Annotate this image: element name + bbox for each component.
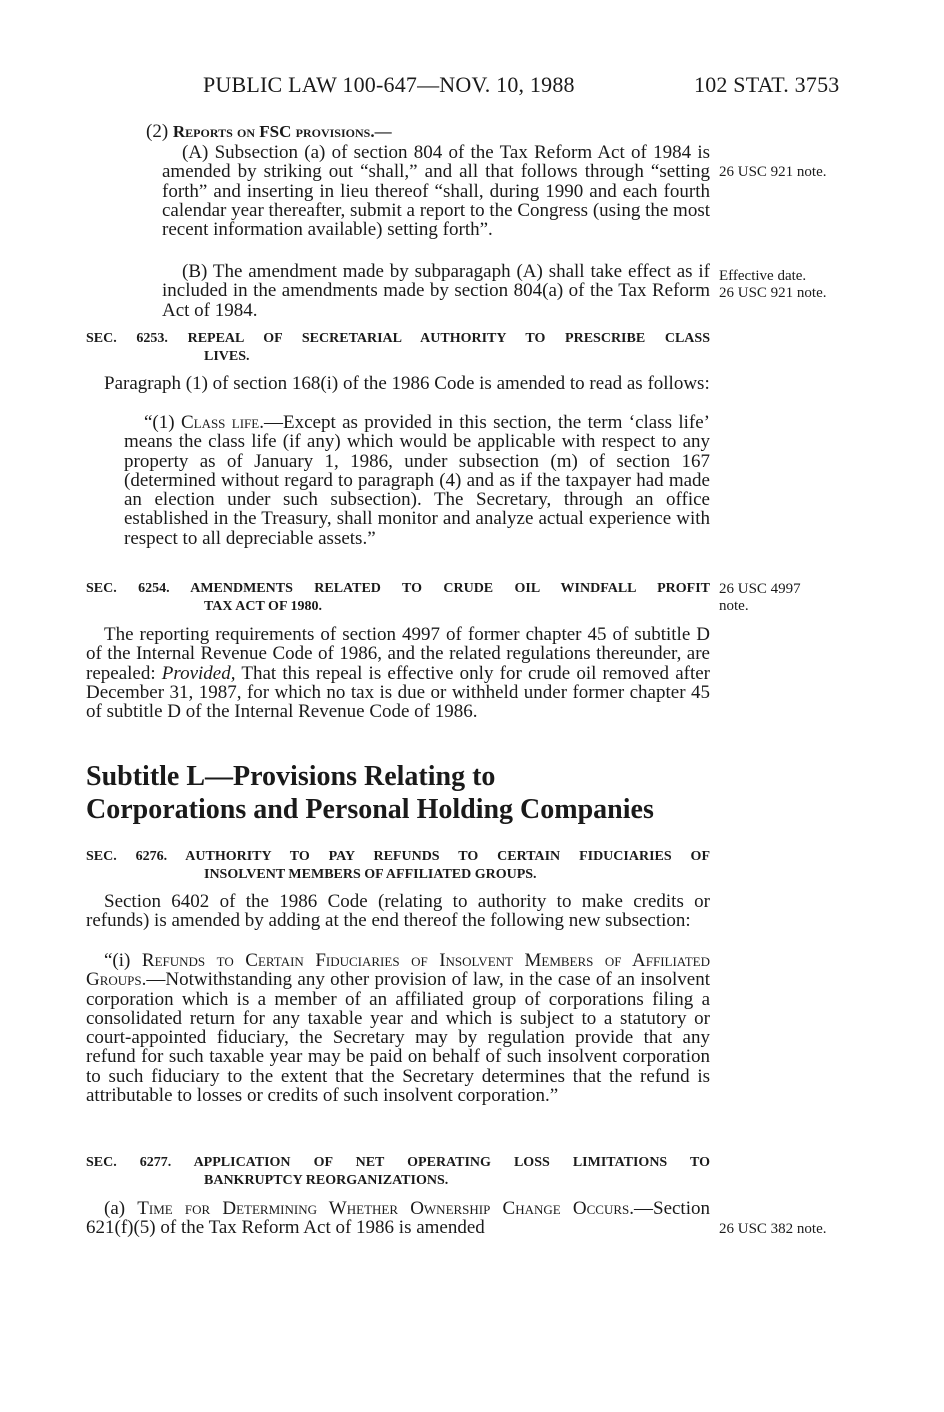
paragraph-2-heading: [146, 122, 710, 141]
subtitle-heading-line1: Subtitle L—Provisions Relating to: [86, 761, 496, 792]
paragraph-heading: Reports on FSC provisions.—: [172, 122, 392, 141]
section-heading-line2: INSOLVENT MEMBERS OF AFFILIATED GROUPS.: [204, 867, 537, 882]
section-6276-intro: Section 6402 of the 1986 Code (relating to authority to make credits or refunds) is amended by adding at the end thereof the following new subsection:: [86, 891, 710, 932]
paragraph-number: (2): [146, 121, 169, 142]
section-6276-quoted-text: [86, 951, 710, 1105]
margin-note-usc: 26 USC 921 note.: [719, 285, 827, 301]
section-heading-line1: SEC. 6254. AMENDMENTS RELATED TO CRUDE OIL WINDFALL PROFIT: [86, 581, 710, 596]
section-heading-6276: [86, 848, 710, 884]
section-heading-line2: BANKRUPTCY REORGANIZATIONS.: [204, 1173, 449, 1188]
subparagraph-b: (B) The amendment made by subparagaph (A) shall take effect as if included in the amendments made by section 804(a) of the Tax Reform Act of 1984.: [162, 261, 710, 321]
section-heading-line1: SEC. 6277. APPLICATION OF NET OPERATING LOSS LIMITATIONS TO: [86, 1155, 710, 1170]
section-heading-line2: LIVES.: [204, 349, 250, 364]
subsection-body: —Section 621(f)(5) of the Tax Reform Act of 1986 is amended: [86, 1198, 710, 1239]
section-6254-body: [86, 625, 710, 721]
margin-note-usc: 26 USC 921 note.: [719, 164, 827, 180]
quote-body: —Except as provided in this section, the term ‘class life’ means the class life (if any) which would be applicable with respect to any property as of January 1, 1986, under subsection (m) of section 167 (determined without regard to paragraph (4) and as if the taxpayer had made an election under such subsection). The Secretary, through an office established in the Treasury, shall monitor and analyze actual experience with respect to all depreciable assets.”: [124, 412, 711, 549]
margin-note-usc: 26 USC 382 note.: [719, 1221, 827, 1237]
running-header-left: PUBLIC LAW 100-647—NOV. 10, 1988: [203, 72, 575, 97]
section-heading-line1: SEC. 6276. AUTHORITY TO PAY REFUNDS TO CERTAIN FIDUCIARIES OF: [86, 849, 710, 864]
section-heading-6277: [86, 1154, 710, 1190]
margin-note-usc: 26 USC 4997: [719, 581, 801, 597]
margin-note-usc-cont: note.: [719, 598, 749, 614]
subtitle-heading-line2: Corporations and Personal Holding Companies: [86, 794, 654, 825]
section-heading-6254: [86, 580, 710, 616]
section-heading-line1: SEC. 6253. REPEAL OF SECRETARIAL AUTHORITY TO PRESCRIBE CLASS: [86, 331, 710, 346]
body-text: The reporting requirements of section 4997 of former chapter 45 of subtitle D of the Internal Revenue Code of 1986, and the related regulations thereunder, are repealed:: [86, 624, 710, 684]
section-heading-line2: TAX ACT OF 1980.: [204, 599, 322, 614]
quote-heading: Refunds to Certain Fiduciaries of Insolvent Members of Affiliated Groups.: [86, 950, 711, 991]
section-heading-6253: [86, 330, 710, 366]
section-6253-quoted-text: [124, 413, 710, 548]
section-6253-intro: Paragraph (1) of section 168(i) of the 1986 Code is amended to read as follows:: [104, 373, 710, 394]
quote-lead: “(i): [104, 950, 131, 971]
quote-body: —Notwithstanding any other provision of law, in the case of an insolvent corporation which is a member of an affiliated group of corporations filing a consolidated return for any taxable year and which is subject to a statutory or court-appointed fiduciary, the Secretary may by regulation provide that any refund for such taxable year may be paid on behalf of such insolvent corporation to such fiduciary to the extent that the Secretary determines that the refund is attributable to losses or credits of such insolvent corporation.”: [86, 969, 710, 1107]
subsection-heading: Time for Determining Whether Ownership Change Occurs.: [137, 1198, 634, 1219]
subsection-lead: (a): [104, 1198, 126, 1219]
margin-note-effective-date: Effective date.: [719, 268, 807, 284]
quote-lead: “(1): [144, 412, 175, 433]
page-stat-number: 102 STAT. 3753: [694, 72, 840, 97]
section-6277-subsection-a: [86, 1199, 710, 1238]
body-text-end: That this repeal is effective only for crude oil removed after December 31, 1987, for which no tax is due or withheld under former chapter 45 of subtitle D of the Internal Revenue Code of 1986.: [86, 662, 710, 723]
quote-heading: Class life.: [180, 412, 264, 433]
body-italic: Provided,: [161, 662, 236, 684]
subparagraph-a: (A) Subsection (a) of section 804 of the Tax Reform Act of 1984 is amended by striking out “shall,” and all that follows through “setting forth” and inserting in lieu thereof “shall, during 1990 and each fourth calendar year thereafter, submit a report to the Congress (using the most recent information available) setting forth”.: [162, 142, 710, 241]
